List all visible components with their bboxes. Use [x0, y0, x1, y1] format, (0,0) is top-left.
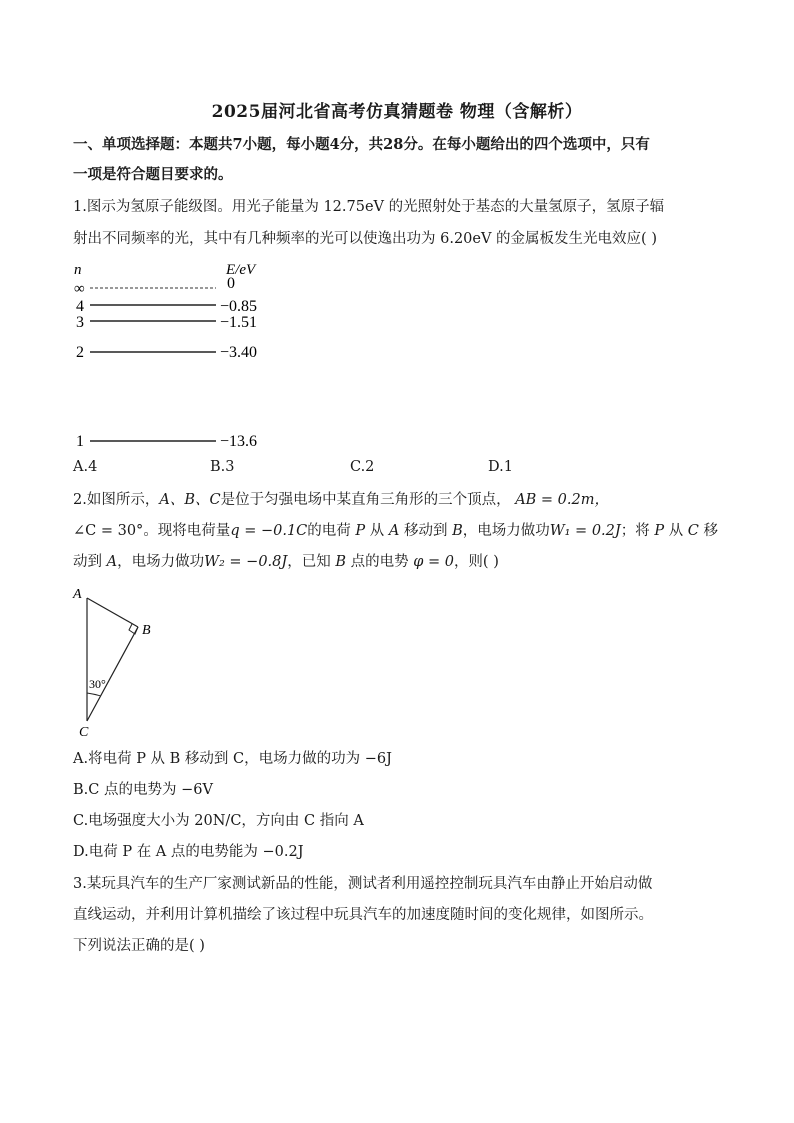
level-e-2: −3.40	[220, 344, 258, 361]
axis-label-n: n	[74, 262, 82, 278]
triangle-side-bc	[87, 627, 138, 721]
q2-option-c: C.电场强度大小为 20N/C，方向由 C 指向 A	[73, 813, 364, 829]
triangle-side-ab	[87, 598, 138, 627]
triangle-figure	[70, 585, 170, 740]
q3-stem-line-3: 下列说法正确的是( )	[73, 938, 205, 954]
level-n-inf: ∞	[74, 281, 85, 297]
vertex-label-a: A	[73, 587, 82, 602]
q1-option-a: A.4	[73, 459, 98, 475]
vertex-label-b: B	[142, 623, 151, 638]
q1-stem-line-1: 1.图示为氢原子能级图。用光子能量为 12.75eV 的光照射处于基态的大量氢原子，氢原子辐	[73, 199, 665, 215]
q3-stem-line-2: 直线运动，并利用计算机描绘了该过程中玩具汽车的加速度随时间的变化规律，如图所示。	[73, 907, 653, 923]
angle-label: 30°	[89, 677, 106, 691]
q1-option-d: D.1	[488, 459, 513, 475]
q2-stem-line-2: ∠C = 30°。现将电荷量q = −0.1C的电荷 P 从 A 移动到 B，电场力做功W₁ = 0.2J；将 P 从 C 移	[73, 523, 719, 539]
right-angle-mark	[129, 624, 138, 634]
q1-option-b: B.3	[210, 459, 235, 475]
q2-option-b: B.C 点的电势为 −6V	[73, 782, 213, 798]
section-heading-line-1: 一、单项选择题：本题共7小题，每小题4分，共28分。在每小题给出的四个选项中，只有	[73, 136, 650, 153]
vertex-label-c: C	[79, 725, 89, 740]
q1-option-c: C.2	[350, 459, 375, 475]
q2-option-d: D.电荷 P 在 A 点的电势能为 −0.2J	[73, 844, 304, 860]
angle-arc	[87, 693, 101, 696]
q3-stem-line-1: 3.某玩具汽车的生产厂家测试新品的性能，测试者利用遥控控制玩具汽车由静止开始启动做	[73, 876, 653, 892]
level-e-inf: 0	[227, 275, 235, 292]
q2-option-a: A.将电荷 P 从 B 移动到 C，电场力做的功为 −6J	[73, 751, 392, 767]
q2-stem-line-3: 动到 A，电场力做功W₂ = −0.8J，已知 B 点的电势 φ = 0，则( )	[73, 554, 499, 570]
level-e-1: −13.6	[220, 433, 258, 450]
section-heading-line-2: 一项是符合题目要求的。	[73, 166, 233, 183]
level-n-3: 3	[76, 314, 84, 331]
energy-level-diagram	[70, 257, 290, 457]
level-n-1: 1	[76, 433, 84, 450]
level-e-3: −1.51	[220, 314, 258, 331]
page-title: 2025届河北省高考仿真猜题卷 物理（含解析）	[211, 102, 583, 122]
level-e-4: −0.85	[220, 298, 258, 315]
q1-stem-line-2: 射出不同频率的光，其中有几种频率的光可以使逸出功为 6.20eV 的金属板发生光电效应( )	[73, 231, 657, 247]
axis-label-energy: E/eV	[226, 262, 256, 278]
level-n-2: 2	[76, 344, 84, 361]
q2-stem-line-1: 2.如图所示，A、B、C是位于匀强电场中某直角三角形的三个顶点， AB = 0.2m，	[73, 492, 609, 508]
level-n-4: 4	[76, 298, 84, 315]
